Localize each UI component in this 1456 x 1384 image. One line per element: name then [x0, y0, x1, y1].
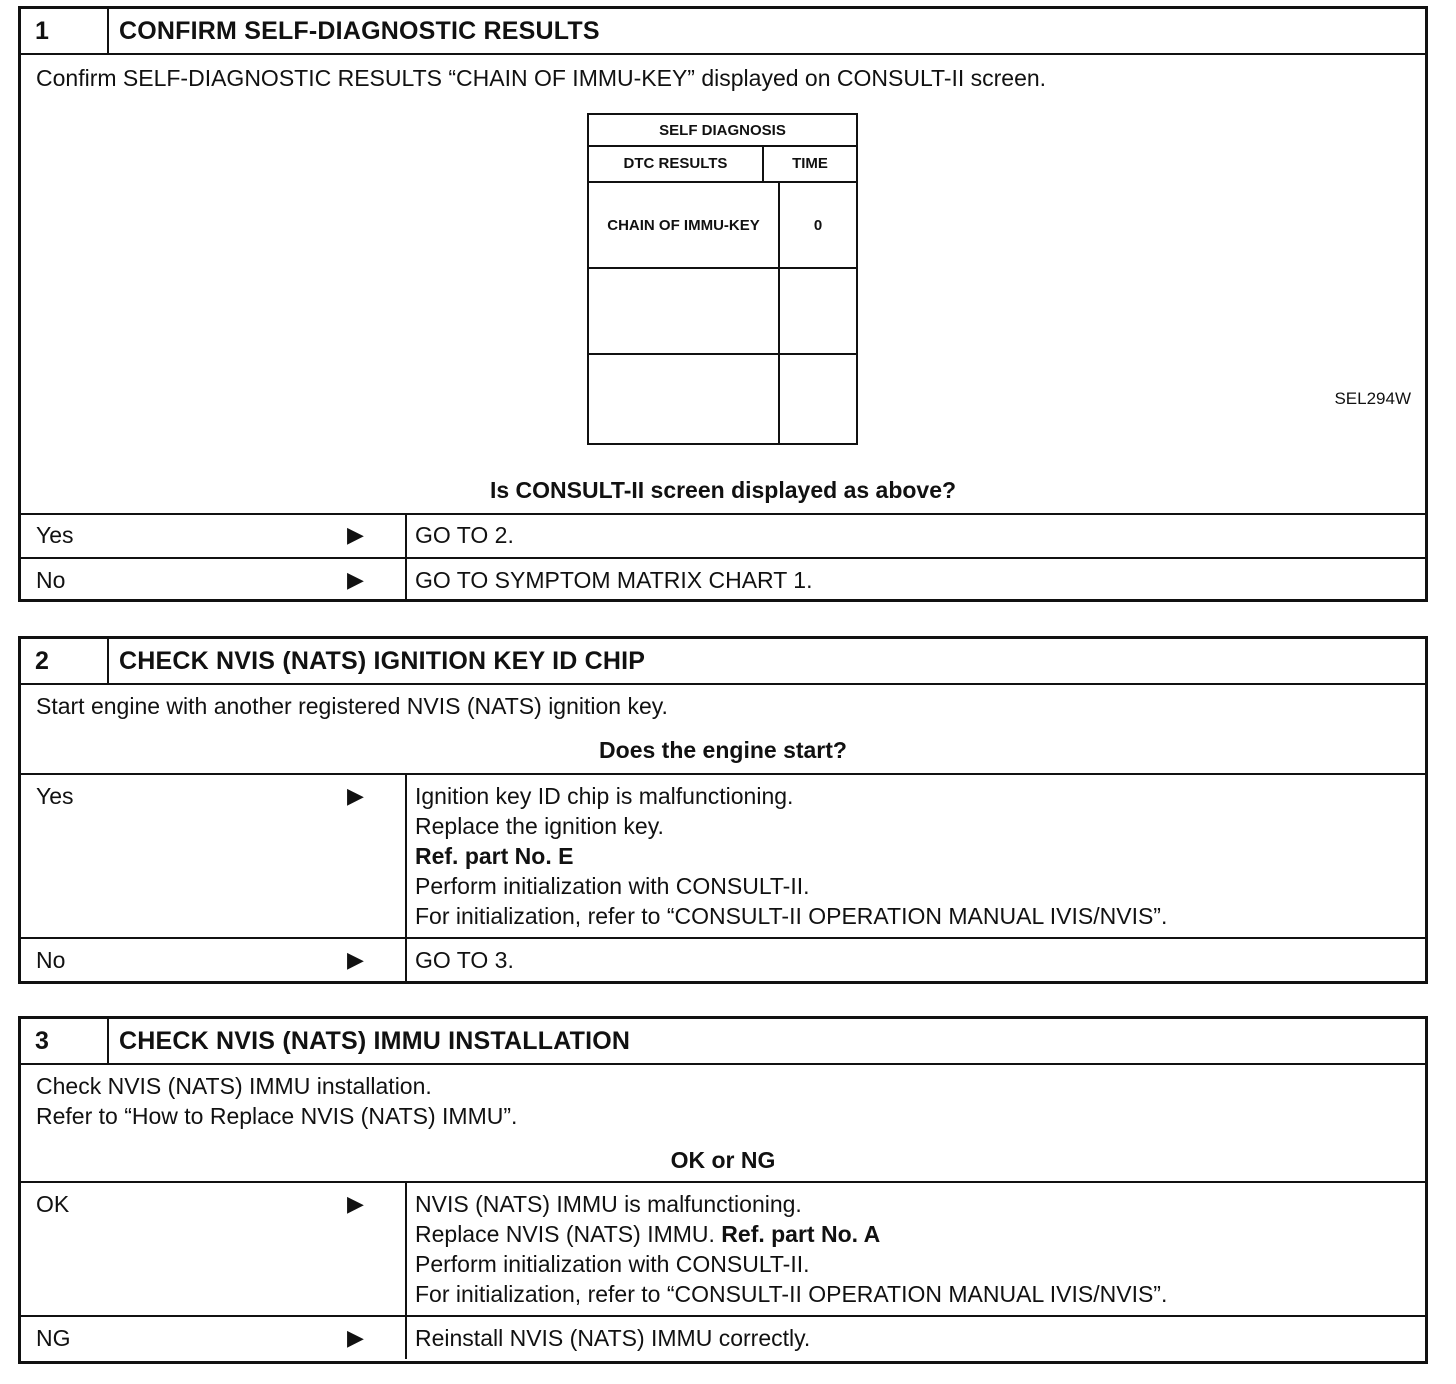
step-question: OK or NG — [670, 1147, 776, 1173]
action-text: Replace NVIS (NATS) IMMU. — [415, 1221, 715, 1247]
answer-label: No — [36, 567, 66, 593]
action-line-with-ref — [415, 1219, 1425, 1249]
answer-cell — [21, 559, 407, 601]
arrow-right-icon: ▶ — [347, 947, 364, 972]
answer-label: Yes — [36, 522, 74, 548]
answer-cell — [21, 775, 407, 937]
action-cell — [407, 775, 1425, 937]
step-number: 2 — [21, 639, 109, 683]
action-line: Perform initialization with CONSULT-II. — [415, 1251, 810, 1277]
step-2-box — [18, 636, 1428, 984]
answer-label: NG — [36, 1325, 71, 1351]
action-line: For initialization, refer to “CONSULT-II OPERATION MANUAL IVIS/NVIS”. — [415, 1281, 1168, 1307]
action-cell — [407, 1317, 1425, 1359]
action-line: Reinstall NVIS (NATS) IMMU correctly. — [415, 1325, 811, 1351]
action-cell — [407, 1183, 1425, 1315]
step-number: 3 — [21, 1019, 109, 1063]
screen-header-row — [589, 147, 856, 183]
dtc-time — [780, 269, 856, 353]
step-question: Does the engine start? — [599, 737, 847, 763]
arrow-right-icon: ▶ — [347, 1191, 364, 1216]
answer-label: Yes — [36, 783, 74, 809]
answer-cell — [21, 939, 407, 981]
arrow-right-icon: ▶ — [347, 1325, 364, 1350]
answer-label: OK — [36, 1191, 70, 1217]
arrow-right-icon: ▶ — [347, 783, 364, 808]
instruction-line: Start engine with another registered NVIS (NATS) ignition key. — [36, 693, 668, 719]
answer-row-ok — [21, 1183, 1425, 1317]
step-3-box — [18, 1016, 1428, 1364]
answer-row-yes — [21, 515, 1425, 559]
step-3-body — [21, 1065, 1425, 1183]
step-title: CONFIRM SELF-DIAGNOSTIC RESULTS — [119, 17, 600, 45]
ref-part-number: Ref. part No. A — [721, 1221, 881, 1247]
action-line: NVIS (NATS) IMMU is malfunctioning. — [415, 1191, 802, 1217]
action-cell — [407, 939, 1425, 981]
action-line: GO TO 3. — [415, 947, 514, 973]
answer-rows — [21, 1183, 1425, 1359]
answer-row-no — [21, 559, 1425, 601]
step-title: CHECK NVIS (NATS) IMMU INSTALLATION — [119, 1027, 631, 1055]
dtc-results-header: DTC RESULTS — [589, 147, 764, 181]
instruction-line: Refer to “How to Replace NVIS (NATS) IMMU”. — [36, 1103, 518, 1129]
dtc-result — [589, 269, 780, 353]
dtc-result — [589, 355, 780, 443]
step-title: CHECK NVIS (NATS) IGNITION KEY ID CHIP — [119, 647, 646, 675]
screen-result-row — [589, 269, 856, 355]
arrow-right-icon: ▶ — [347, 567, 364, 592]
action-cell — [407, 515, 1425, 557]
instruction-line: Check NVIS (NATS) IMMU installation. — [36, 1073, 432, 1099]
consult-screen-figure — [587, 113, 858, 445]
action-line: GO TO 2. — [415, 522, 514, 548]
time-header: TIME — [792, 155, 828, 172]
screen-result-row — [589, 183, 856, 269]
answer-cell — [21, 1183, 407, 1315]
step-2-body — [21, 685, 1425, 775]
instruction-line: Confirm SELF-DIAGNOSTIC RESULTS “CHAIN OF IMMU-KEY” displayed on CONSULT-II screen. — [36, 65, 1047, 91]
answer-row-yes — [21, 775, 1425, 939]
step-1-header — [21, 9, 1425, 55]
step-3-header — [21, 1019, 1425, 1065]
action-line: Perform initialization with CONSULT-II. — [415, 873, 810, 899]
action-line: GO TO SYMPTOM MATRIX CHART 1. — [415, 567, 813, 593]
screen-result-row — [589, 355, 856, 443]
action-line: Replace the ignition key. — [415, 813, 664, 839]
dtc-time — [780, 355, 856, 443]
answer-row-no — [21, 939, 1425, 981]
answer-label: No — [36, 947, 66, 973]
figure-code: SEL294W — [1334, 389, 1411, 408]
step-question: Is CONSULT-II screen displayed as above? — [489, 477, 957, 503]
dtc-time: 0 — [813, 216, 823, 234]
step-2-header — [21, 639, 1425, 685]
action-line: For initialization, refer to “CONSULT-II OPERATION MANUAL IVIS/NVIS”. — [415, 903, 1168, 929]
answer-cell — [21, 515, 407, 557]
arrow-right-icon: ▶ — [347, 522, 364, 547]
ref-part-number: Ref. part No. E — [415, 843, 574, 869]
dtc-result: CHAIN OF IMMU-KEY — [589, 183, 780, 267]
step-1-body — [21, 55, 1425, 515]
answer-rows — [21, 775, 1425, 981]
answer-cell — [21, 1317, 407, 1359]
answer-row-ng — [21, 1317, 1425, 1359]
step-1-box — [18, 6, 1428, 602]
step-number: 1 — [21, 9, 109, 53]
answer-rows — [21, 515, 1425, 601]
screen-title: SELF DIAGNOSIS — [589, 115, 856, 147]
action-cell — [407, 559, 1425, 601]
action-line: Ignition key ID chip is malfunctioning. — [415, 783, 794, 809]
